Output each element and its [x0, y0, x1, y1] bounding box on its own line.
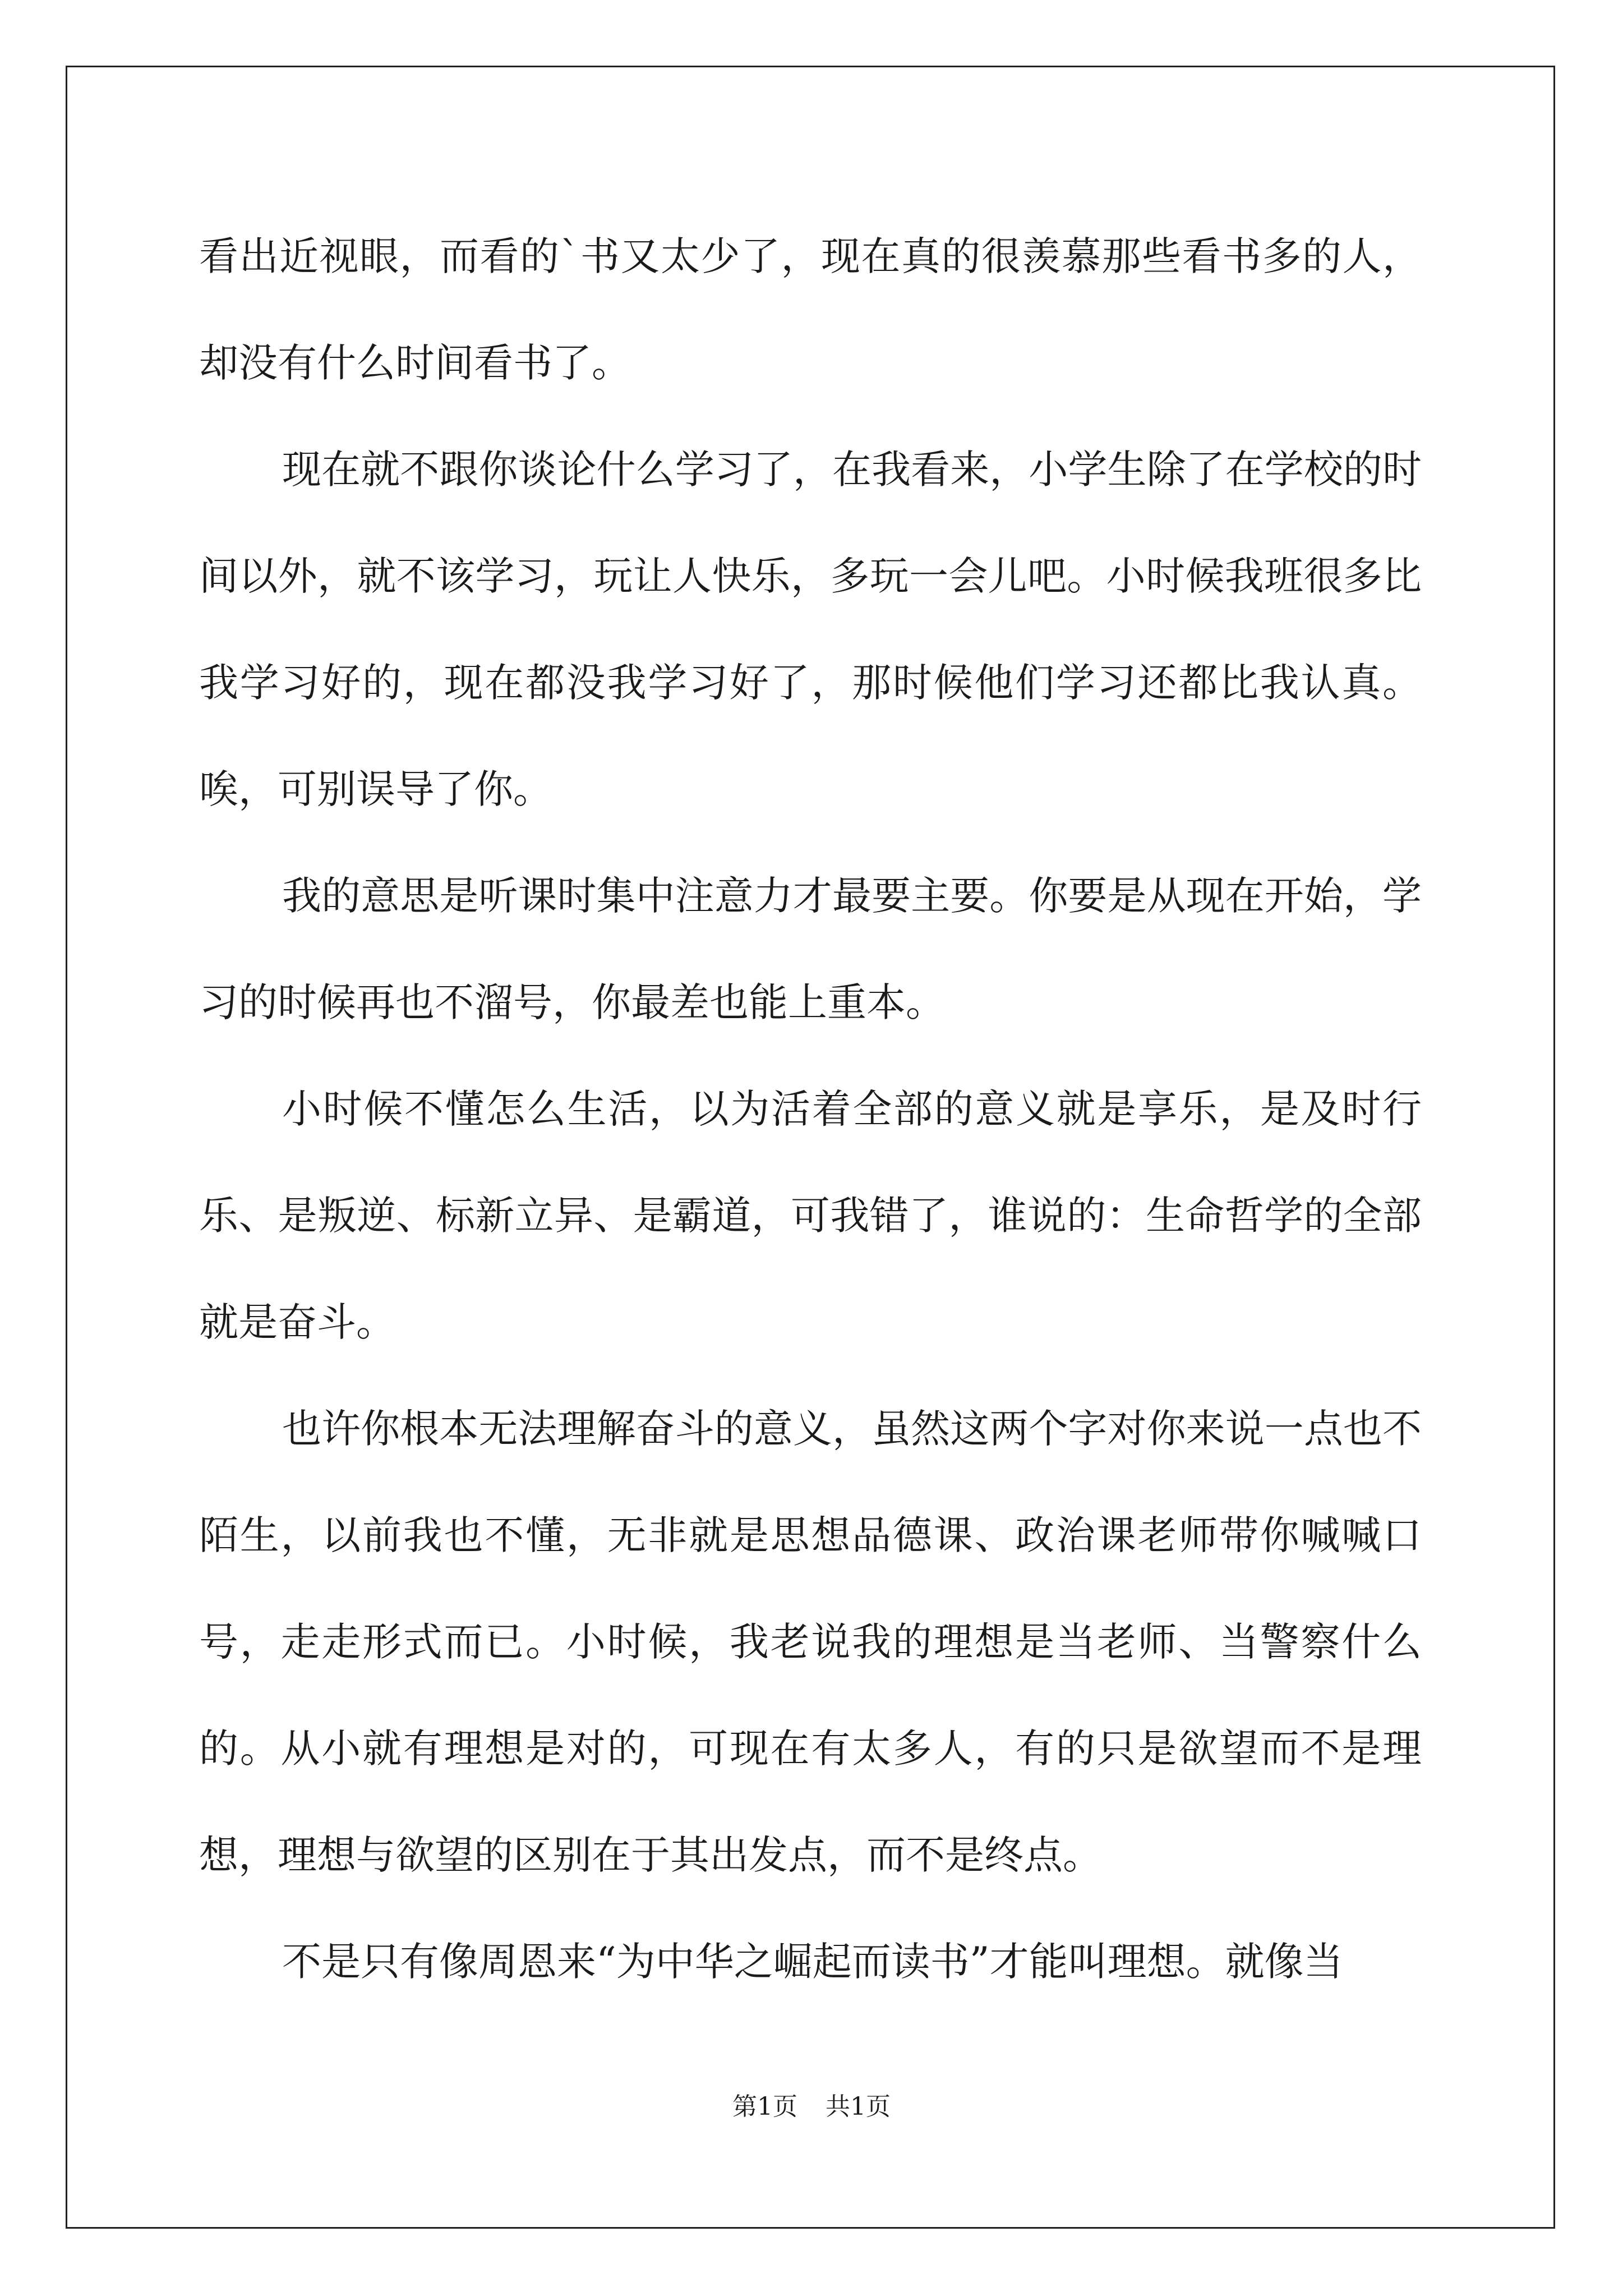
page-number-total: 共1页	[826, 2092, 891, 2121]
paragraph: 现在就不跟你谈论什么学习了，在我看来，小学生除了在学校的时间以外，就不该学习，玩让人快乐，多玩一会儿吧。小时候我班很多比我学习好的，现在都没我学习好了，那时候他们学习还都比我认真。唉，可别误导了你。	[199, 447, 1422, 812]
paragraph: 不是只有像周恩来“为中华之崛起而读书”才能叫理想。就像当	[282, 1939, 1343, 1985]
page-number-current: 第1页	[732, 2092, 797, 2121]
paragraph: 也许你根本无法理解奋斗的意义，虽然这两个字对你来说一点也不陌生，以前我也不懂，无非就是思想品德课、政治课老师带你喊喊口号，走走形式而已。小时候，我老说我的理想是当老师、当警察什么的。从小就有理想是对的，可现在有太多人，有的只是欲望而不是理想，理想与欲望的区别在于其出发点，而不是终点。	[199, 1406, 1422, 1878]
page-footer	[0, 2090, 1623, 2124]
paragraph: 看出近视眼，而看的`书又太少了，现在真的很羡慕那些看书多的人，却没有什么时间看书了。	[199, 233, 1422, 386]
paragraph: 小时候不懂怎么生活，以为活着全部的意义就是享乐，是及时行乐、是叛逆、标新立异、是霸道，可我错了，谁说的：生命哲学的全部就是奋斗。	[199, 1086, 1422, 1345]
paragraph: 我的意思是听课时集中注意力才最要主要。你要是从现在开始，学习的时候再也不溜号，你最差也能上重本。	[199, 873, 1422, 1025]
document-body	[199, 203, 1422, 2015]
